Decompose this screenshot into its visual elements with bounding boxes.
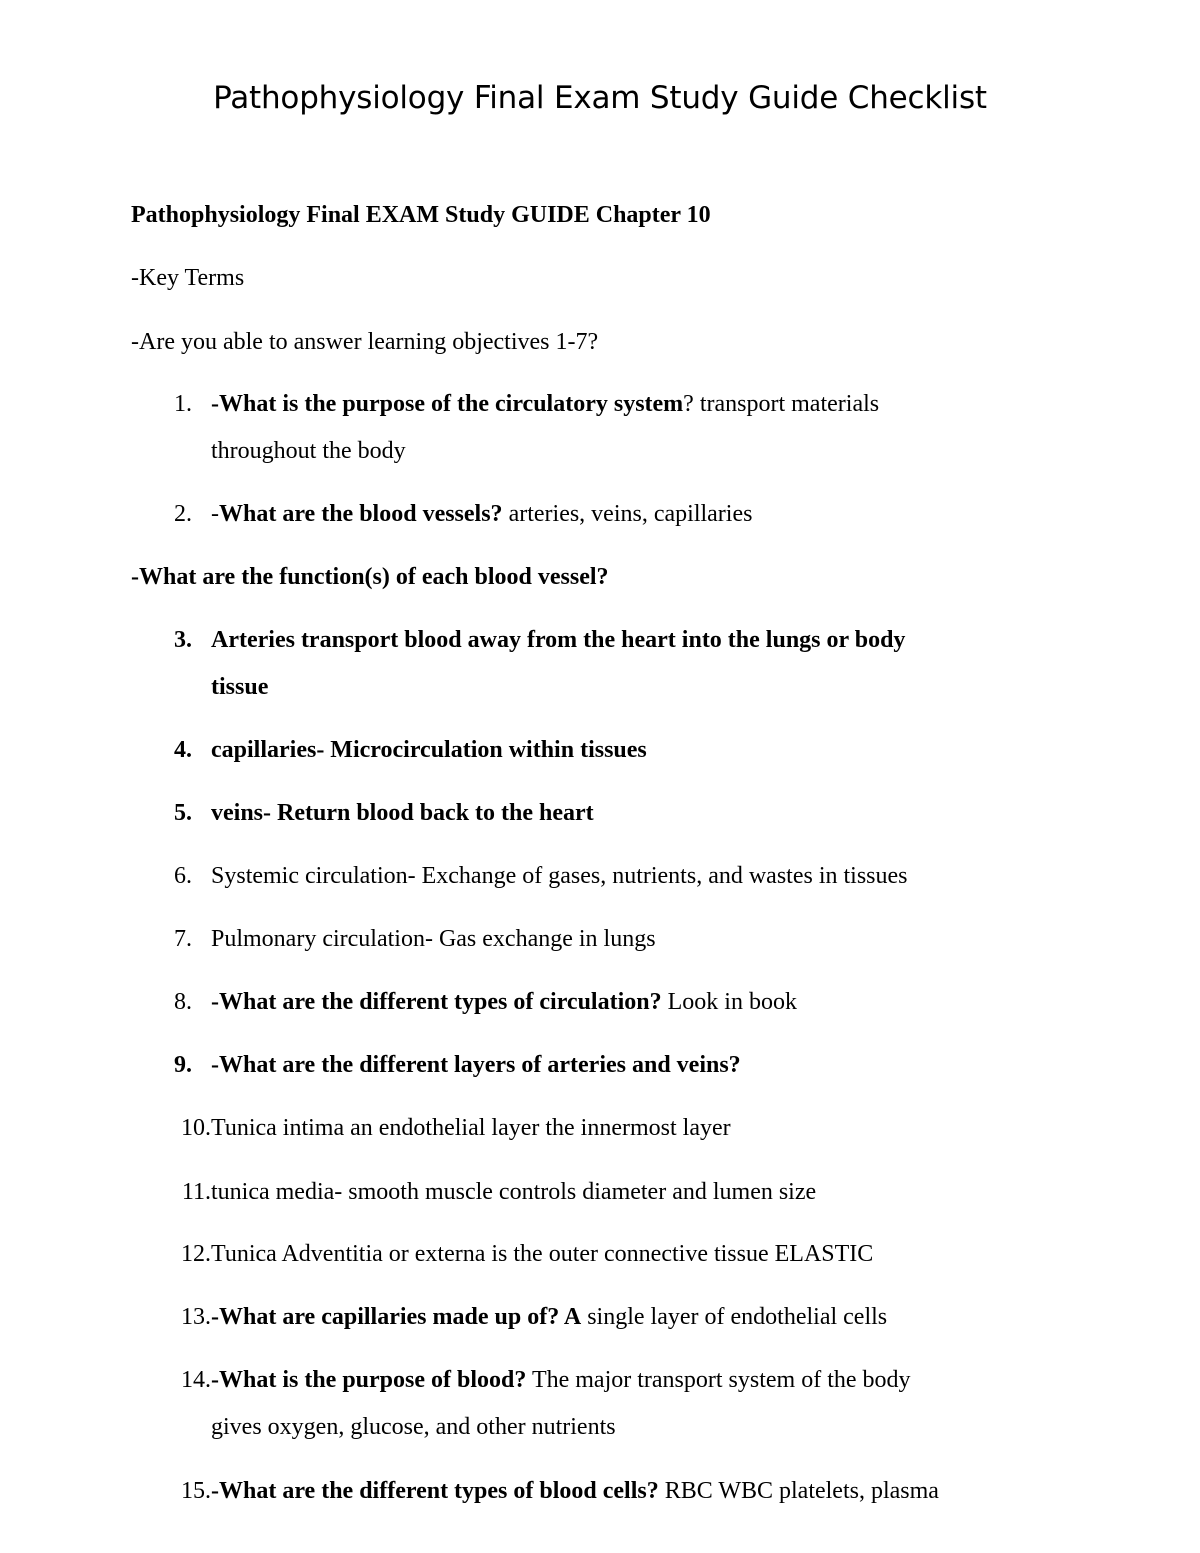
list-item: Tunica Adventitia or externa is the outer connective tissue ELASTIC xyxy=(211,1241,874,1267)
list-item-question: -What are capillaries made up of? A xyxy=(211,1304,582,1330)
list-item-question: -What is the purpose of blood? xyxy=(211,1367,527,1393)
list-item-number: 10. xyxy=(181,1115,211,1141)
list-item xyxy=(211,1476,939,1506)
list-item: capillaries- Microcirculation within tissues xyxy=(211,737,647,763)
list-item-number: 14. xyxy=(181,1367,211,1393)
list-item-number: 8. xyxy=(174,989,192,1015)
list-item-number: 6. xyxy=(174,863,192,889)
list-item-number: 13. xyxy=(181,1304,211,1330)
list-item-question: -What are the different types of blood cells? xyxy=(211,1478,659,1504)
list-item: Tunica intima an endothelial layer the innermost layer xyxy=(211,1115,731,1141)
objectives-line: -Are you able to answer learning objectives 1-7? xyxy=(131,329,599,355)
list-item xyxy=(211,1302,887,1332)
list-item-answer: ? transport materials xyxy=(683,391,880,417)
list-item: Pulmonary circulation- Gas exchange in lungs xyxy=(211,926,656,952)
list-item xyxy=(211,389,879,419)
list-item: tunica media- smooth muscle controls diameter and lumen size xyxy=(211,1179,817,1205)
list-item-number: 15. xyxy=(181,1478,211,1504)
list-item-continuation: gives oxygen, glucose, and other nutrients xyxy=(211,1414,616,1440)
list-item-prefix: - xyxy=(211,501,219,527)
list-item-number: 12. xyxy=(181,1241,211,1267)
key-terms-line: -Key Terms xyxy=(131,265,245,291)
list-item: veins- Return blood back to the heart xyxy=(211,800,594,826)
list-item-question: What are the blood vessels? xyxy=(219,501,503,527)
section-heading: Pathophysiology Final EXAM Study GUIDE Chapter 10 xyxy=(131,202,711,228)
list-item: Systemic circulation- Exchange of gases, nutrients, and wastes in tissues xyxy=(211,863,908,889)
list-item-number: 3. xyxy=(174,627,192,653)
list-item xyxy=(211,1365,911,1395)
list-item-number: 1. xyxy=(174,391,192,417)
list-item-answer: The major transport system of the body xyxy=(526,1367,911,1393)
list-item-number: 9. xyxy=(174,1052,192,1078)
list-item-continuation: throughout the body xyxy=(211,438,406,464)
list-item xyxy=(211,987,797,1017)
list-item-continuation: tissue xyxy=(211,674,269,700)
list-item-answer: single layer of endothelial cells xyxy=(581,1304,888,1330)
list-item-number: 4. xyxy=(174,737,192,763)
list-item-answer: arteries, veins, capillaries xyxy=(502,501,753,527)
list-item xyxy=(211,499,752,529)
list-item-answer: Look in book xyxy=(661,989,797,1015)
list-item-number: 11. xyxy=(181,1179,211,1205)
list-item: -What are the different layers of arteries and veins? xyxy=(211,1052,741,1078)
list-item-answer: RBC WBC platelets, plasma xyxy=(658,1478,939,1504)
document-title: Pathophysiology Final Exam Study Guide Checklist xyxy=(213,80,987,116)
functions-question: -What are the function(s) of each blood vessel? xyxy=(131,564,609,590)
list-item-number: 2. xyxy=(174,501,192,527)
list-item-question: -What are the different types of circulation? xyxy=(211,989,662,1015)
list-item-number: 7. xyxy=(174,926,192,952)
list-item-question: -What is the purpose of the circulatory system xyxy=(211,391,684,417)
list-item: Arteries transport blood away from the heart into the lungs or body xyxy=(211,627,906,653)
list-item-number: 5. xyxy=(174,800,192,826)
